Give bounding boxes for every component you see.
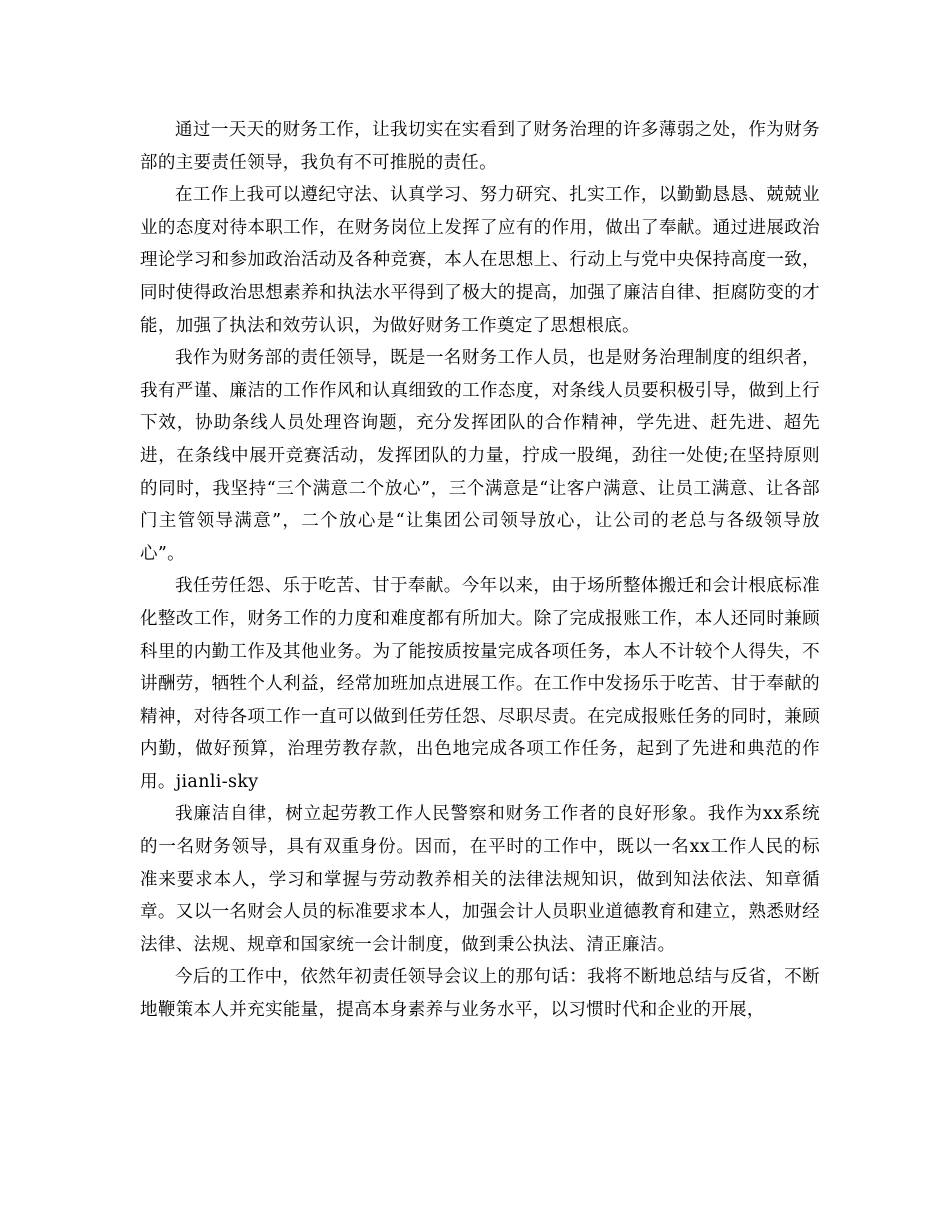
paragraph-6: 今后的工作中，依然年初责任领导会议上的那句话：我将不断地总结与反省，不断地鞭策本人并充实能量，提高本身素养与业务水平，以习惯时代和企业的开展，: [140, 967, 820, 1021]
paragraph-1: 通过一天天的财务工作，让我切实在实看到了财务治理的许多薄弱之处，作为财务部的主要责任领导，我负有不可推脱的责任。: [140, 120, 820, 173]
paragraph-5: 我廉洁自律，树立起劳教工作人民警察和财务工作者的良好形象。我作为xx系统的一名财务领导，具有双重身份。因而，在平时的工作中，既以一名xx工作人民的标准来要求本人，学习和掌握与劳动教养相关的法律法规知识，做到知法依法、知章循章。又以一名财会人员的标准要求本人，加强会计人员职业道德教育和建立，熟悉财经法律、法规、规章和国家统一会计制度，做到秉公执法、清正廉洁。: [140, 804, 820, 955]
document-body: [140, 114, 820, 1027]
paragraph-3: 我作为财务部的责任领导，既是一名财务工作人员，也是财务治理制度的组织者，我有严谨、廉洁的工作作风和认真细致的工作态度，对条线人员要积极引导，做到上行下效，协助条线人员处理咨询题，充分发挥团队的合作精神，学先进、赶先进、超先进，在条线中展开竞赛活动，发挥团队的力量，拧成一股绳，劲往一处使;在坚持原则的同时，我坚持“三个满意二个放心”，三个满意是“让客户满意、让员工满意、让各部门主管领导满意”，二个放心是“让集团公司领导放心，让公司的老总与各级领导放心”。: [140, 348, 820, 564]
paragraph-4: 我任劳任怨、乐于吃苦、甘于奉献。今年以来，由于场所整体搬迁和会计根底标准化整改工作，财务工作的力度和难度都有所加大。除了完成报账工作，本人还同时兼顾科里的内勤工作及其他业务。为了能按质按量完成各项任务，本人不计较个人得失，不讲酬劳，牺牲个人利益，经常加班加点进展工作。在工作中发扬乐于吃苦、甘于奉献的精神，对待各项工作一直可以做到任劳任怨、尽职尽责。在完成报账任务的同时，兼顾内勤，做好预算，治理劳教存款，出色地完成各项工作任务，起到了先进和典范的作用。jianli-sky: [140, 576, 820, 792]
paragraph-2: 在工作上我可以遵纪守法、认真学习、努力研究、扎实工作，以勤勤恳恳、兢兢业业的态度对待本职工作，在财务岗位上发挥了应有的作用，做出了奉献。通过进展政治理论学习和参加政治活动及各种竞赛，本人在思想上、行动上与党中央保持高度一致，同时使得政治思想素养和执法水平得到了极大的提高，加强了廉洁自律、拒腐防变的才能，加强了执法和效劳认识，为做好财务工作奠定了思想根底。: [140, 185, 820, 336]
